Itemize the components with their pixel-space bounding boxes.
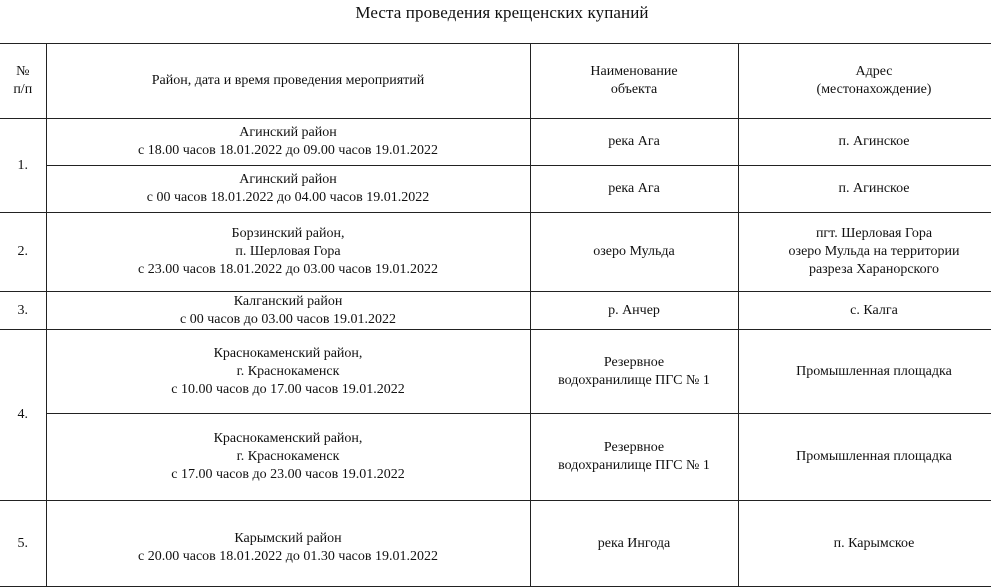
object-cell: Резервное водохранилище ПГС № 1: [530, 414, 738, 501]
address-cell: пгт. Шерловая Гора озеро Мульда на территории разреза Харанорского: [738, 213, 991, 292]
header-object: Наименование объекта: [530, 44, 738, 119]
address-cell: Промышленная площадка: [738, 414, 991, 501]
table-header-row: [0, 44, 991, 119]
table-row: [0, 119, 991, 166]
header-number: № п/п: [0, 44, 46, 119]
district-cell: Краснокаменский район, г. Краснокаменск с 17.00 часов до 23.00 часов 19.01.2022: [46, 414, 530, 501]
header-address: Адрес (местонахождение): [738, 44, 991, 119]
object-cell: озеро Мульда: [530, 213, 738, 292]
document-title: Места проведения крещенских купаний: [355, 3, 649, 22]
object-cell: река Ага: [530, 166, 738, 213]
table-row: [0, 501, 991, 587]
district-cell: Агинский район с 00 часов 18.01.2022 до 04.00 часов 19.01.2022: [46, 166, 530, 213]
table-row: [0, 414, 991, 501]
address-cell: п. Агинское: [738, 119, 991, 166]
district-cell: Краснокаменский район, г. Краснокаменск с 10.00 часов до 17.00 часов 19.01.2022: [46, 330, 530, 414]
header-district: Район, дата и время проведения мероприятий: [46, 44, 530, 119]
address-cell: с. Калга: [738, 292, 991, 330]
table-row: [0, 213, 991, 292]
row-number: 1.: [0, 119, 46, 213]
object-cell: река Ага: [530, 119, 738, 166]
address-cell: п. Карымское: [738, 501, 991, 587]
object-cell: р. Анчер: [530, 292, 738, 330]
bathing-places-table: [0, 43, 991, 587]
table-row: [0, 166, 991, 213]
table-row: [0, 330, 991, 414]
district-cell: Борзинский район, п. Шерловая Гора с 23.00 часов 18.01.2022 до 03.00 часов 19.01.2022: [46, 213, 530, 292]
district-cell: Карымский район с 20.00 часов 18.01.2022 до 01.30 часов 19.01.2022: [46, 501, 530, 587]
row-number: 5.: [0, 501, 46, 587]
district-cell: Калганский район с 00 часов до 03.00 часов 19.01.2022: [46, 292, 530, 330]
district-cell: Агинский район с 18.00 часов 18.01.2022 до 09.00 часов 19.01.2022: [46, 119, 530, 166]
row-number: 4.: [0, 330, 46, 501]
row-number: 2.: [0, 213, 46, 292]
address-cell: п. Агинское: [738, 166, 991, 213]
object-cell: Резервное водохранилище ПГС № 1: [530, 330, 738, 414]
object-cell: река Ингода: [530, 501, 738, 587]
table-row: [0, 292, 991, 330]
row-number: 3.: [0, 292, 46, 330]
address-cell: Промышленная площадка: [738, 330, 991, 414]
